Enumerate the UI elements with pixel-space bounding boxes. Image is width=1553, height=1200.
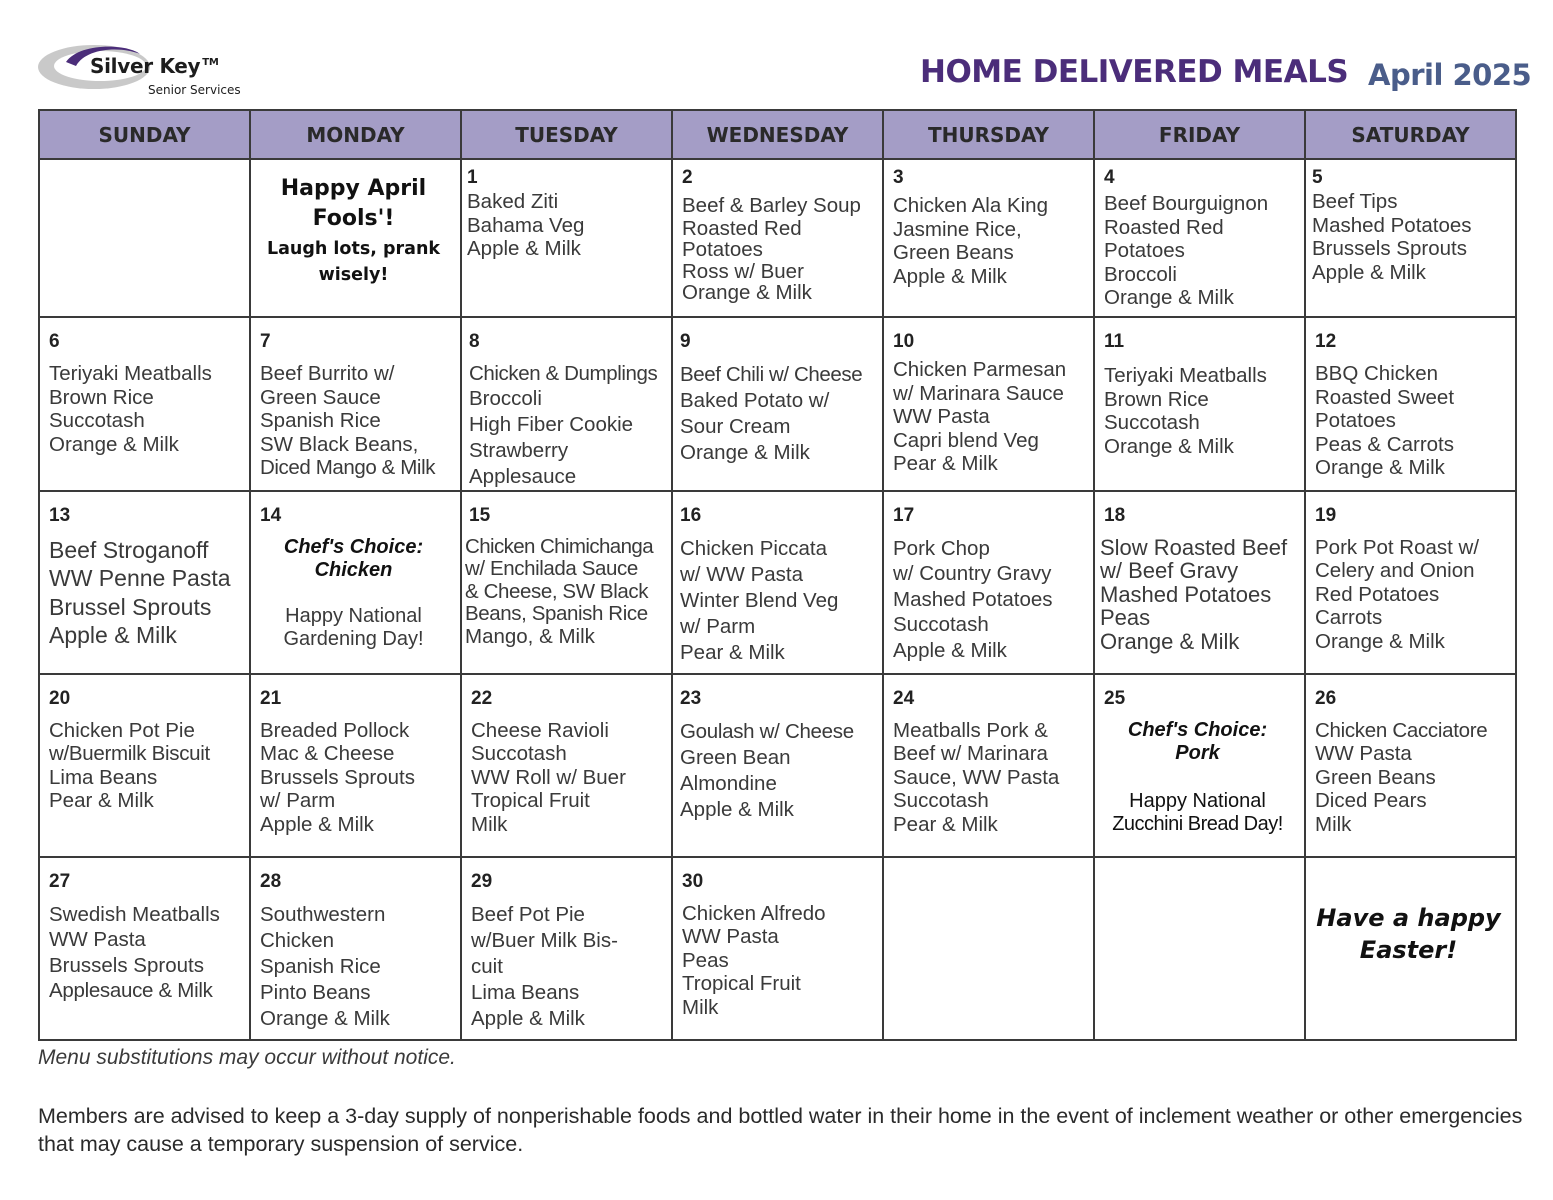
day-number: 1 — [467, 167, 478, 188]
meal-item: w/ Enchilada Sauce — [465, 557, 638, 580]
meal-item: w/ Beef Gravy — [1100, 558, 1239, 583]
meal-item: Beef & Barley Soup — [682, 194, 861, 217]
meal-item: Potatoes — [1315, 409, 1396, 432]
meal-item: Apple & Milk — [49, 622, 177, 648]
april-fools-title: Happy April Fools'! — [280, 176, 427, 231]
meal-item: Cheese Ravioli — [471, 718, 609, 742]
weekday-sunday: SUNDAY — [39, 110, 250, 159]
meal-item: Peas & Carrots — [1315, 432, 1454, 456]
logo-name: Silver Key ™ — [90, 54, 219, 78]
weekday-friday: FRIDAY — [1094, 110, 1305, 159]
chefs-choice-label: Chef's Choice: — [283, 535, 424, 558]
meal-item: Roasted Red — [1104, 215, 1224, 239]
chefs-choice-protein: Chicken — [314, 559, 393, 581]
meal-item: Sour Cream — [680, 415, 791, 438]
meal-item: Diced Mango & Milk — [260, 456, 436, 479]
meal-item: Green Beans — [893, 241, 1014, 264]
meal-item: Potatoes — [682, 238, 763, 261]
meal-item: Spanish Rice — [260, 954, 381, 978]
meal-item: Peas — [682, 948, 729, 972]
meal-item: Celery and Onion — [1315, 559, 1475, 582]
holiday-note: Happy National — [1129, 789, 1266, 812]
meal-item: Teriyaki Meatballs — [49, 362, 212, 385]
meal-item: Breaded Pollock — [260, 718, 410, 742]
easter-line: Easter! — [1359, 935, 1458, 964]
meal-item: Orange & Milk — [49, 432, 179, 456]
day-cell — [672, 317, 883, 491]
day-number: 25 — [1104, 687, 1126, 709]
day-cell — [1305, 491, 1516, 674]
meal-item: Broccoli — [1104, 262, 1177, 286]
meal-item: Milk — [682, 995, 719, 1019]
holiday-note: Happy National — [285, 604, 422, 627]
april-fools-subtitle: Laugh lots, prank wisely! — [266, 239, 441, 285]
easter-note — [1305, 857, 1516, 1040]
meal-item: Orange & Milk — [1104, 434, 1234, 458]
day-cell — [39, 491, 250, 674]
meal-item: Chicken Parmesan — [893, 358, 1067, 381]
meal-item: Chicken Cacciatore — [1315, 718, 1488, 742]
day-cell — [461, 857, 672, 1040]
meal-item: Roasted Sweet — [1315, 385, 1455, 409]
meal-item: Spanish Rice — [260, 409, 381, 432]
meal-item: Brussels Sprouts — [49, 953, 204, 977]
meal-item: Green Bean — [680, 745, 791, 769]
meal-item: SW Black Beans, — [260, 432, 419, 456]
meal-item: Succotash — [893, 789, 989, 812]
day-number: 22 — [471, 687, 493, 709]
weekday-wednesday: WEDNESDAY — [672, 110, 883, 159]
meal-item: cuit — [471, 954, 503, 978]
day-number: 18 — [1104, 504, 1126, 526]
meal-item: w/ Parm — [260, 789, 336, 812]
meal-item: Swedish Meatballs — [49, 902, 220, 926]
day-number: 24 — [893, 687, 915, 709]
meal-item: Beef Bourguignon — [1104, 192, 1269, 215]
meal-item: Brussels Sprouts — [1312, 237, 1467, 260]
meal-item: Meatballs Pork & — [893, 718, 1048, 742]
meal-item: Chicken & Dumplings — [469, 362, 658, 385]
day-cell — [672, 857, 883, 1040]
day-number: 13 — [49, 504, 71, 526]
day-number: 15 — [469, 504, 491, 526]
day-number: 11 — [1104, 331, 1125, 352]
day-cell — [1305, 674, 1516, 857]
day-cell — [461, 674, 672, 857]
day-cell — [883, 491, 1094, 674]
day-number: 9 — [680, 331, 691, 352]
meal-item: Orange & Milk — [1100, 628, 1240, 654]
meal-item: Succotash — [471, 742, 567, 765]
meal-item: Peas — [1100, 605, 1151, 630]
meal-calendar — [38, 109, 1517, 1041]
logo-trademark: TM — [202, 57, 219, 69]
day-cell — [461, 159, 672, 317]
meal-item: Lima Beans — [471, 980, 580, 1004]
day-cell — [672, 491, 883, 674]
week-row-3 — [39, 491, 1516, 674]
day-number: 26 — [1315, 687, 1337, 709]
meal-item: w/ Country Gravy — [893, 562, 1052, 585]
meal-item: Milk — [471, 812, 508, 836]
day-cell — [250, 674, 461, 857]
meal-item: Brussel Sprouts — [49, 593, 212, 620]
meal-item: Pear & Milk — [680, 640, 785, 664]
day-number: 23 — [680, 687, 702, 709]
day-number: 10 — [893, 331, 915, 352]
meal-item: Roasted Red — [682, 216, 802, 240]
meal-item: Orange & Milk — [1104, 286, 1234, 309]
day-number: 6 — [49, 331, 60, 352]
day-cell — [39, 674, 250, 857]
day-number: 29 — [471, 870, 493, 892]
meal-item: Broccoli — [469, 386, 542, 410]
day-number: 3 — [893, 167, 904, 188]
meal-item: Chicken Piccata — [680, 536, 827, 560]
day-number: 5 — [1312, 167, 1323, 188]
meal-item: Sauce, WW Pasta — [893, 765, 1060, 789]
page-title: HOME DELIVERED MEALS — [920, 54, 1349, 90]
day-cell — [461, 317, 672, 491]
meal-item: Apple & Milk — [471, 1006, 585, 1030]
weekday-header-row — [39, 110, 1516, 159]
meal-item: Red Potatoes — [1315, 582, 1440, 606]
meal-item: Teriyaki Meatballs — [1104, 364, 1267, 387]
weekday-tuesday: TUESDAY — [461, 110, 672, 159]
meal-item: Goulash w/ Cheese — [680, 719, 854, 743]
meal-item: WW Roll w/ Buer — [471, 765, 626, 789]
meal-item: Mashed Potatoes — [1100, 581, 1272, 607]
day-number: 12 — [1315, 331, 1337, 352]
meal-item: WW Pasta — [682, 925, 779, 948]
meal-item: Pear & Milk — [893, 812, 998, 836]
holiday-note: Gardening Day! — [283, 628, 424, 650]
meal-item: Almondine — [680, 771, 777, 795]
meal-item: Green Sauce — [260, 385, 381, 409]
meal-item: Chicken — [260, 928, 335, 952]
week-row-1 — [39, 159, 1516, 317]
meal-item: Jasmine Rice, — [893, 217, 1022, 241]
meal-item: Applesauce — [469, 464, 577, 488]
meal-item: Lima Beans — [49, 765, 158, 789]
day-number: 2 — [682, 167, 693, 188]
day-number: 21 — [260, 687, 282, 709]
day-number: 19 — [1315, 504, 1337, 526]
meal-item: Apple & Milk — [467, 237, 581, 260]
silver-key-logo — [36, 40, 256, 102]
weekday-saturday: SATURDAY — [1305, 110, 1516, 159]
day-cell — [461, 491, 672, 674]
day-cell — [1094, 159, 1305, 317]
meal-item: Brown Rice — [49, 385, 154, 409]
meal-item: Strawberry — [469, 438, 569, 462]
meal-item: High Fiber Cookie — [469, 412, 634, 436]
meal-item: Orange & Milk — [682, 281, 812, 304]
meal-item: Green Beans — [1315, 765, 1436, 789]
meal-item: Mashed Potatoes — [1312, 213, 1472, 237]
meal-item: Baked Ziti — [467, 190, 559, 213]
meal-item: Applesauce & Milk — [49, 979, 213, 1002]
meal-item: Capri blend Veg — [893, 428, 1039, 452]
meal-item: w/ Parm — [680, 614, 756, 638]
day-cell — [672, 159, 883, 317]
meal-item: Beef w/ Marinara — [893, 742, 1048, 765]
meal-item: Pinto Beans — [260, 980, 371, 1004]
meal-item: WW Pasta — [49, 928, 146, 951]
easter-line: Have a happy — [1316, 903, 1501, 932]
meal-item: WW Pasta — [893, 405, 990, 428]
week-row-4 — [39, 674, 1516, 857]
meal-item: Potatoes — [1104, 239, 1185, 262]
chefs-choice-cell — [1094, 674, 1305, 857]
day-cell-empty — [883, 857, 1094, 1040]
meal-item: Baked Potato w/ — [680, 389, 830, 412]
day-cell — [39, 857, 250, 1040]
meal-item: Beef Pot Pie — [471, 902, 585, 926]
meal-item: Orange & Milk — [680, 441, 810, 464]
meal-item: Mango, & Milk — [465, 624, 595, 648]
week-row-2 — [39, 317, 1516, 491]
meal-item: WW Penne Pasta — [49, 565, 231, 591]
meal-item: BBQ Chicken — [1315, 362, 1439, 385]
meal-item: Chicken Alfredo — [682, 901, 826, 925]
day-number: 30 — [682, 870, 704, 892]
meal-item: Carrots — [1315, 606, 1383, 629]
meal-item: Succotash — [49, 409, 145, 432]
meal-item: Mac & Cheese — [260, 742, 395, 765]
weekday-thursday: THURSDAY — [883, 110, 1094, 159]
meal-item: Chicken Ala King — [893, 194, 1048, 217]
day-cell-empty — [1094, 857, 1305, 1040]
day-cell — [250, 857, 461, 1040]
meal-item: Ross w/ Buer — [682, 259, 804, 283]
month-label: April 2025 — [1368, 58, 1532, 92]
meal-item: Apple & Milk — [893, 264, 1007, 288]
day-number: 14 — [260, 504, 282, 526]
meal-item: Beef Tips — [1312, 190, 1398, 213]
meal-item: w/Buer Milk Bis- — [471, 928, 618, 952]
day-number: 28 — [260, 870, 282, 892]
meal-item: Bahama Veg — [467, 213, 585, 237]
meal-item: Apple & Milk — [893, 638, 1007, 662]
meal-item: w/ WW Pasta — [680, 562, 804, 586]
chefs-choice-protein: Pork — [1175, 742, 1220, 764]
meal-item: Apple & Milk — [260, 812, 374, 836]
meal-item: Beef Stroganoff — [49, 536, 209, 563]
meal-item: Tropical Fruit — [682, 972, 801, 995]
meal-item: Tropical Fruit — [471, 789, 590, 812]
meal-item: Brussels Sprouts — [260, 765, 415, 789]
day-number: 7 — [260, 331, 271, 352]
day-number: 16 — [680, 504, 702, 526]
weekday-monday: MONDAY — [250, 110, 461, 159]
meal-item: Orange & Milk — [1315, 456, 1445, 479]
day-number: 4 — [1104, 167, 1115, 188]
meal-item: Succotash — [893, 613, 989, 636]
day-cell — [250, 317, 461, 491]
day-cell — [672, 674, 883, 857]
meal-item: Beans, Spanish Rice — [465, 602, 648, 625]
day-number: 17 — [893, 504, 915, 526]
day-cell — [39, 317, 250, 491]
meal-item: Orange & Milk — [260, 1006, 390, 1030]
chefs-choice-label: Chef's Choice: — [1127, 718, 1268, 741]
meal-item: Chicken Pot Pie — [49, 718, 195, 742]
holiday-note: Zucchini Bread Day! — [1112, 813, 1283, 835]
meal-item: Mashed Potatoes — [893, 587, 1053, 611]
meal-item: Pork Chop — [893, 536, 990, 560]
day-number: 20 — [49, 687, 71, 709]
day-number: 8 — [469, 331, 480, 352]
meal-item: Pork Pot Roast w/ — [1315, 535, 1480, 559]
day-cell — [1305, 317, 1516, 491]
meal-item: Milk — [1315, 812, 1352, 836]
meal-item: Winter Blend Veg — [680, 588, 839, 612]
meal-item: & Cheese, SW Black — [465, 579, 649, 603]
meal-item: Chicken Chimichanga — [465, 534, 654, 558]
meal-item: WW Pasta — [1315, 742, 1412, 765]
logo-subtitle: Senior Services — [148, 83, 241, 97]
day-number: 27 — [49, 870, 71, 892]
week-row-5 — [39, 857, 1516, 1040]
meal-item: Brown Rice — [1104, 387, 1209, 411]
meal-item: Pear & Milk — [893, 452, 998, 475]
meal-item: Beef Chili w/ Cheese — [680, 363, 863, 386]
meal-item: Apple & Milk — [1312, 260, 1426, 284]
meal-item: Slow Roasted Beef — [1100, 534, 1288, 560]
day-cell-empty — [39, 159, 250, 317]
april-fools-note — [250, 159, 461, 317]
chefs-choice-cell — [250, 491, 461, 674]
day-cell — [1094, 317, 1305, 491]
meal-item: Diced Pears — [1315, 789, 1427, 812]
day-cell — [883, 317, 1094, 491]
day-cell — [883, 674, 1094, 857]
meal-item: w/Buermilk Biscuit — [49, 742, 210, 765]
meal-item: Orange & Milk — [1315, 629, 1445, 653]
meal-item: Pear & Milk — [49, 789, 154, 812]
day-cell — [1094, 491, 1305, 674]
meal-item: Southwestern — [260, 902, 386, 926]
meal-item: Apple & Milk — [680, 797, 794, 821]
meal-item: Beef Burrito w/ — [260, 362, 395, 385]
meal-item: Succotash — [1104, 411, 1200, 434]
substitution-note: Menu substitutions may occur without notice. — [38, 1046, 456, 1069]
day-cell — [883, 159, 1094, 317]
meal-item: w/ Marinara Sauce — [893, 381, 1064, 405]
emergency-advice: Members are advised to keep a 3-day supply of nonperishable foods and bottled water in their home in the event of inclement weather or other emergencies that may cause a temporary suspension of service. — [38, 1104, 1523, 1156]
day-cell — [1305, 159, 1516, 317]
